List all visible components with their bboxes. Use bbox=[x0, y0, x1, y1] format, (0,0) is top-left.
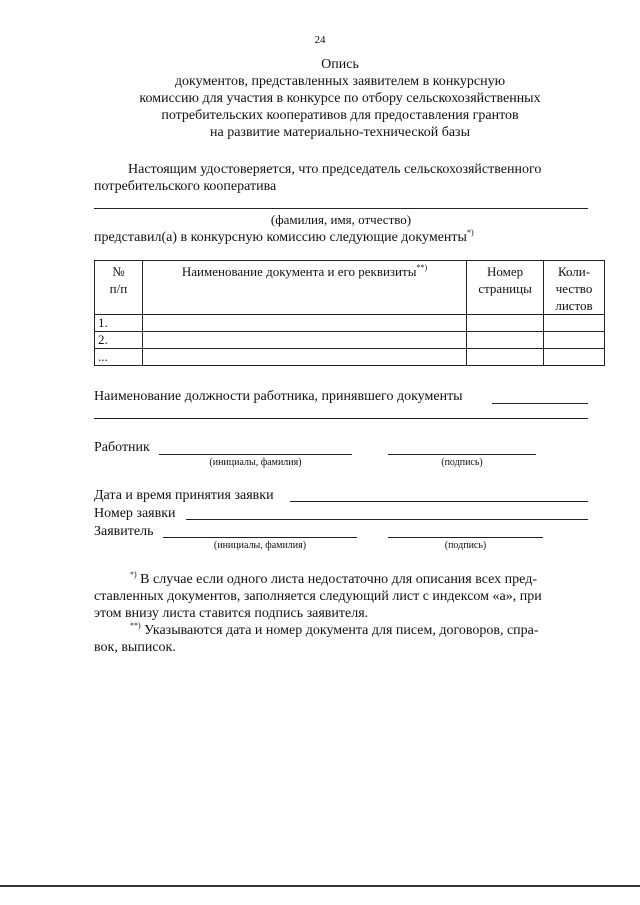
header-number-line-2: п/п bbox=[109, 281, 128, 296]
intro-line-1: Настоящим удостоверяется, что председатель сельскохозяйственного bbox=[128, 162, 542, 177]
documents-table bbox=[94, 260, 605, 366]
row-number: 1. bbox=[95, 315, 143, 332]
title-line-4: потребительских кооперативов для предоставления грантов bbox=[161, 108, 519, 123]
intro-line-2: потребительского кооператива bbox=[94, 179, 277, 194]
position-label: Наименование должности работника, принявшего документы bbox=[94, 389, 463, 404]
footnote-1-text-1: В случае если одного листа недостаточно для описания всех пред- bbox=[140, 572, 537, 587]
application-number-label: Номер заявки bbox=[94, 506, 176, 521]
row-page-cell[interactable] bbox=[467, 315, 544, 332]
row-page-cell[interactable] bbox=[467, 332, 544, 349]
table-row bbox=[95, 315, 605, 332]
datetime-label: Дата и время принятия заявки bbox=[94, 488, 274, 503]
table-header-row bbox=[95, 261, 605, 315]
header-page-number bbox=[467, 261, 544, 315]
header-page-line-1: Номер bbox=[486, 264, 524, 279]
position-fill-line[interactable] bbox=[492, 403, 588, 404]
footnote-2-line-2: вок, выписок. bbox=[94, 640, 176, 655]
footnote-2-mark: **) bbox=[130, 621, 141, 630]
footnote-1-line-3: этом внизу листа ставится подпись заявителя. bbox=[94, 606, 369, 621]
applicant-signature-line[interactable] bbox=[388, 537, 543, 538]
footnote-2-text-1: Указываются дата и номер документа для писем, договоров, спра- bbox=[144, 623, 539, 638]
worker-name-line[interactable] bbox=[159, 454, 352, 455]
title-line-3: комиссию для участия в конкурсе по отбору сельскохозяйственных bbox=[139, 91, 541, 106]
datetime-fill-line[interactable] bbox=[290, 501, 588, 502]
table-row bbox=[95, 349, 605, 366]
presented-label: представил(а) в конкурсную комиссию следующие документы bbox=[94, 230, 467, 245]
header-number-line-1: № bbox=[112, 264, 125, 279]
table-row bbox=[95, 332, 605, 349]
title-line-2: документов, представленных заявителем в конкурсную bbox=[174, 74, 506, 89]
header-document-name-label: Наименование документа и его реквизиты bbox=[181, 264, 417, 279]
header-document-footnote-mark: **) bbox=[416, 263, 428, 272]
header-sheets-line-2: чество bbox=[555, 281, 593, 296]
header-sheets-line-1: Коли- bbox=[557, 264, 591, 279]
row-page-cell[interactable] bbox=[467, 349, 544, 366]
row-document-cell[interactable] bbox=[142, 349, 466, 366]
header-number bbox=[95, 261, 143, 315]
position-fill-line-2[interactable] bbox=[94, 418, 588, 419]
row-number: ... bbox=[95, 349, 143, 366]
row-sheets-cell[interactable] bbox=[544, 332, 605, 349]
footnote-1-mark: *) bbox=[130, 570, 137, 579]
row-sheets-cell[interactable] bbox=[544, 315, 605, 332]
page-bottom-border bbox=[0, 885, 640, 887]
presented-footnote-mark: *) bbox=[466, 228, 474, 237]
fio-caption: (фамилия, имя, отчество) bbox=[270, 212, 412, 227]
worker-signature-line[interactable] bbox=[388, 454, 536, 455]
applicant-initials-caption: (инициалы, фамилия) bbox=[213, 540, 307, 551]
header-document-name bbox=[142, 261, 466, 315]
page-number: 24 bbox=[314, 34, 326, 46]
footnote-1 bbox=[94, 571, 588, 622]
presented-text bbox=[94, 229, 474, 246]
row-document-cell[interactable] bbox=[142, 332, 466, 349]
worker-initials-caption: (инициалы, фамилия) bbox=[209, 457, 302, 468]
applicant-label: Заявитель bbox=[94, 524, 154, 539]
document-title bbox=[60, 56, 620, 141]
applicant-signature-caption: (подпись) bbox=[444, 540, 487, 551]
applicant-name-line[interactable] bbox=[163, 537, 357, 538]
title-line-1: Опись bbox=[321, 57, 359, 72]
application-number-line[interactable] bbox=[186, 519, 588, 520]
header-sheet-count bbox=[544, 261, 605, 315]
worker-signature-caption: (подпись) bbox=[441, 457, 483, 468]
row-number: 2. bbox=[95, 332, 143, 349]
worker-label: Работник bbox=[94, 440, 150, 455]
fio-fill-line bbox=[94, 208, 588, 209]
title-line-5: на развитие материально-технической базы bbox=[210, 125, 470, 140]
header-page-line-2: страницы bbox=[478, 281, 532, 296]
footnote-2-line-1 bbox=[94, 622, 588, 639]
row-sheets-cell[interactable] bbox=[544, 349, 605, 366]
footnote-1-line-2: ставленных документов, заполняется следующий лист с индексом «а», при bbox=[94, 589, 542, 604]
row-document-cell[interactable] bbox=[142, 315, 466, 332]
footnote-2 bbox=[94, 622, 588, 656]
footnote-1-line-1 bbox=[94, 571, 588, 588]
header-sheets-line-3: листов bbox=[555, 298, 593, 313]
